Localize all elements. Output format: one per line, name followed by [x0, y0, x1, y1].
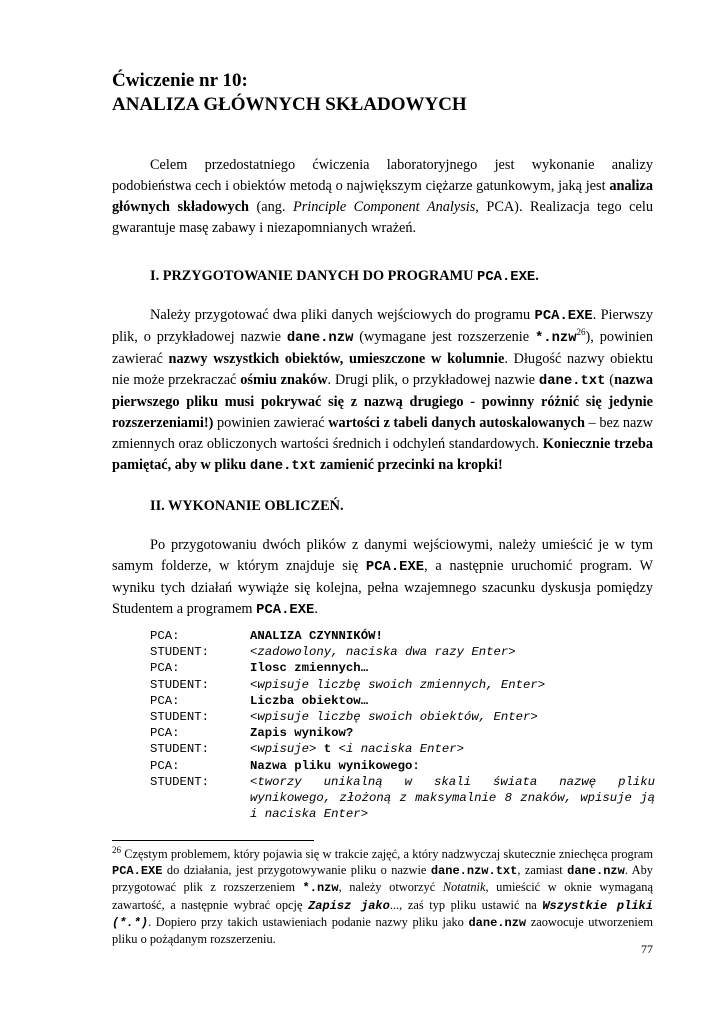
dialog-text: <tworzy unikalną w skali świata nazwę pliku wynikowego, złożoną z maksymalnie 8 znaków, wpisuje ją i naciska Enter>	[250, 774, 655, 822]
dialog-speaker: STUDENT:	[150, 774, 210, 789]
dialog-row	[150, 660, 655, 676]
dialog-row	[150, 677, 655, 693]
dialog-speaker: PCA:	[150, 661, 180, 676]
section-1-paragraph: Należy przygotować dwa pliki danych wejściowych do programu PCA.EXE. Pierwszy plik, o przykładowej nazwie dane.nzw (wymagane jest rozszerzenie *.nzw$^{26}$), powinien zawierać nazwy wszystkich obiektów, umieszczone w kolumnie. Długość nazwy obiektu nie może przekraczać ośmiu znaków. Drugi plik, o przykładowej nazwie dane.txt (nazwa pierwszego pliku musi pokrywać się z nazwą drugiego - powinny różnić się jedynie rozszerzeniami!) powinien zawierać wartości z tabeli danych autoskalowanych – bez nazw zmiennych oraz obliczonych wartości średnich i odchyleń standardowych. Koniecznie trzeba pamiętać, aby w pliku dane.txt zamienić przecinki na kropki!	[112, 307, 654, 474]
dialog-row	[150, 693, 655, 709]
dialog-row	[150, 709, 655, 725]
dialog-text: <zadowolony, naciska dwa razy Enter>	[250, 645, 516, 660]
dialog-row	[150, 774, 655, 823]
footnote-26: $^{26}$ Częstym problemem, który pojawia się w trakcie zajęć, a który nadzwyczaj skutecznie zniechęca program PCA.EXE do działania, jest przygotowywanie pliku o nazwie dane.nzw.txt, zamiast dane.nzw. Aby przygotować plik z rozszerzeniem *.nzw, należy otworzyć Notatnik, umieścić w oknie wymaganą zawartość, a następnie wybrać opcję Zapisz jako..., zaś typ pliku ustawić na Wszystkie pliki (*.*). Dopiero przy takich ustawieniach podanie nazwy pliku jako dane.nzw zaowocuje utworzeniem pliku o pożądanym rozszerzeniu.	[112, 844, 654, 947]
footnote-number: 26	[112, 844, 121, 855]
dialog-speaker: STUDENT:	[150, 710, 210, 725]
dialog-row	[150, 725, 655, 741]
dialog-speaker: PCA:	[150, 629, 180, 643]
exercise-number: Ćwiczenie nr 10:	[112, 70, 248, 91]
page-number: 77	[641, 942, 653, 956]
dialog-text: Liczba obiektow…	[250, 693, 369, 708]
dialog-text: <wpisuje liczbę swoich obiektów, Enter>	[250, 710, 538, 725]
dialog-row	[150, 644, 655, 660]
dialog-row	[150, 741, 655, 757]
dialog-text: Nazwa pliku wynikowego:	[250, 758, 420, 773]
section-2-heading: II. WYKONANIE OBLICZEŃ.	[150, 498, 344, 514]
dialog-text: <wpisuje liczbę swoich zmiennych, Enter>	[250, 677, 546, 692]
dialog-text: ANALIZA CZYNNIKÓW!	[250, 629, 383, 643]
dialog-speaker: PCA:	[150, 693, 180, 708]
dialog-speaker: STUDENT:	[150, 677, 210, 692]
dialog-text: Ilosc zmiennych…	[250, 661, 369, 676]
dialog-speaker: STUDENT:	[150, 645, 210, 660]
dialog-row	[150, 628, 655, 644]
dialog-speaker: PCA:	[150, 758, 180, 773]
section-2-paragraph: Po przygotowaniu dwóch plików z danymi wejściowymi, należy umieścić je w tym samym folderze, w którym znajduje się PCA.EXE, a następnie uruchomić program. W wyniku tych działań wywiąże się kolejna, pełna wzajemnego szacunku dyskusja pomiędzy Studentem a programem PCA.EXE.	[112, 537, 653, 618]
intro-paragraph: Celem przedostatniego ćwiczenia laboratoryjnego jest wykonanie analizy podobieństwa cech i obiektów metodą o największym ciężarze gatunkowym, jaką jest analiza głównych składowych (ang. Principle Component Analysis, PCA). Realizacja tego celu gwarantuje masę zabawy i niezapomnianych wrażeń.	[112, 157, 653, 236]
program-dialog	[150, 628, 655, 822]
page-title: ANALIZA GŁÓWNYCH SKŁADOWYCH	[112, 94, 467, 115]
dialog-speaker: STUDENT:	[150, 742, 210, 757]
footnote-reference[interactable]: 26	[576, 327, 586, 338]
dialog-speaker: PCA:	[150, 726, 180, 741]
footnote-separator	[112, 840, 314, 841]
section-1-heading: I. PRZYGOTOWANIE DANYCH DO PROGRAMU PCA.EXE.	[150, 268, 539, 285]
dialog-text: <wpisuje> t <i naciska Enter>	[250, 742, 465, 757]
dialog-text: Zapis wynikow?	[250, 726, 354, 741]
dialog-row	[150, 758, 655, 774]
